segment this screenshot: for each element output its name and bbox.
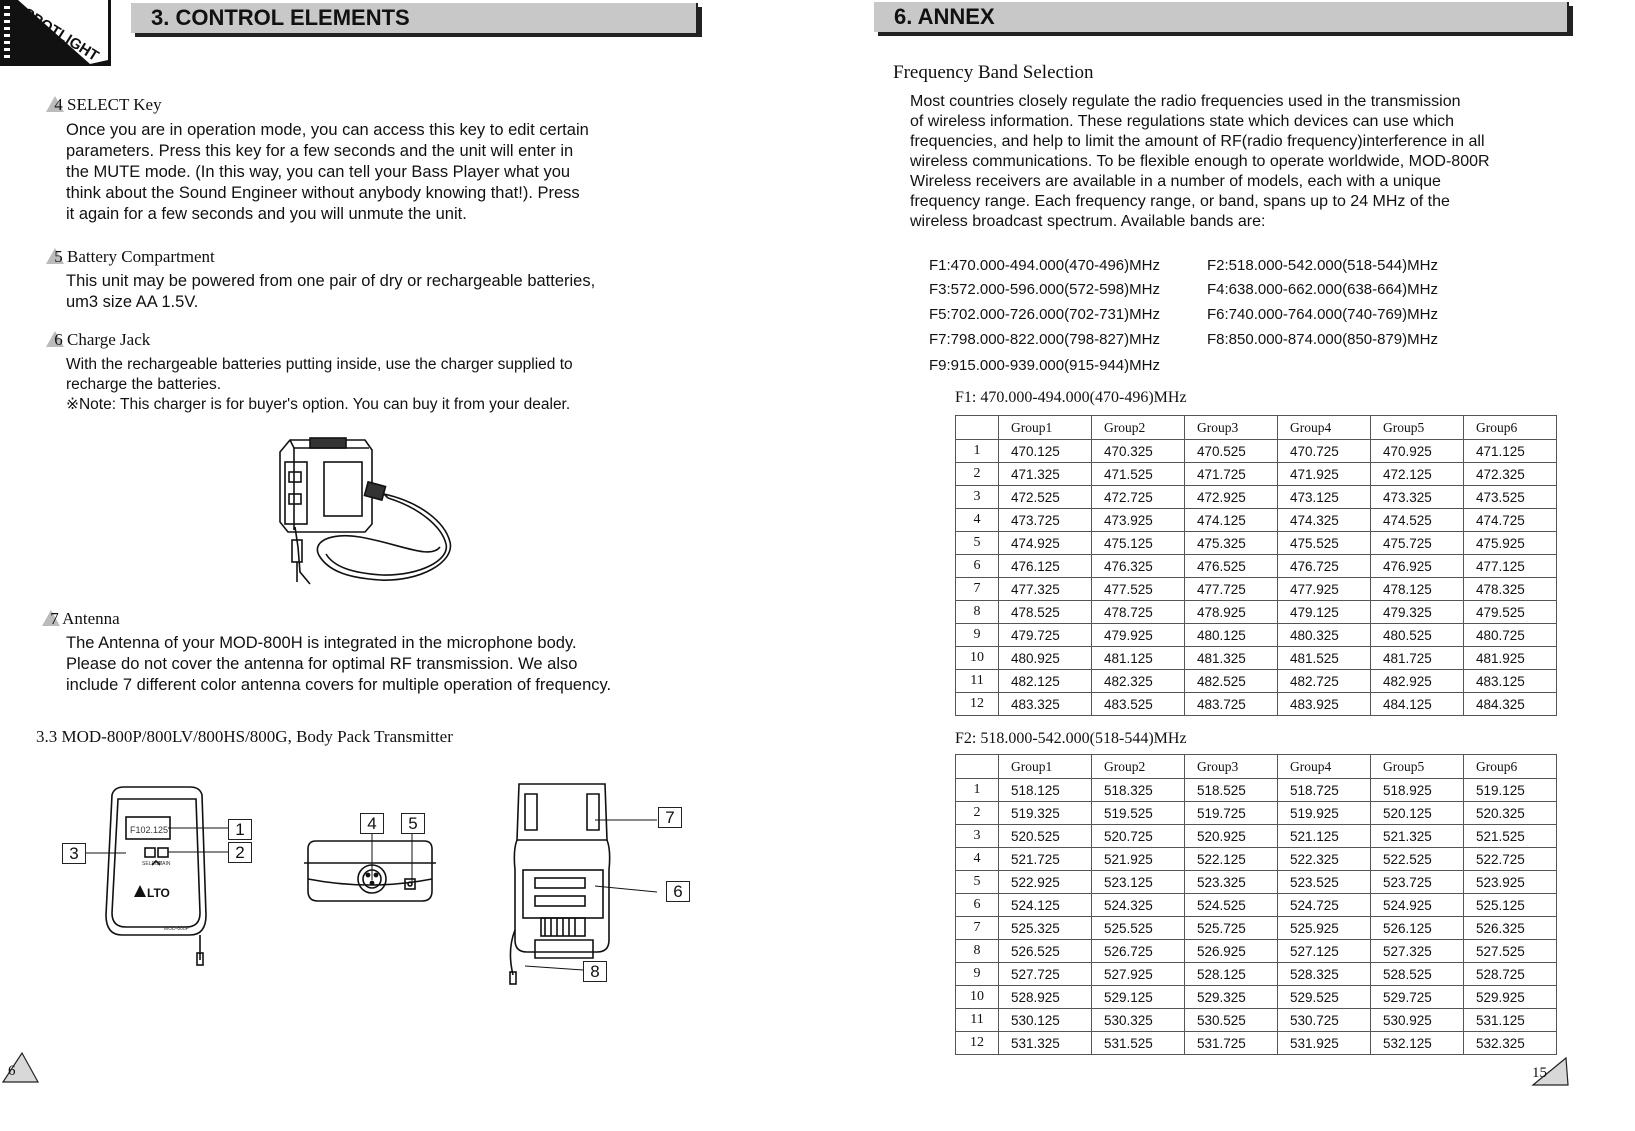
table-row [956, 802, 1557, 825]
group-header: Group6 [1464, 416, 1557, 440]
subheading-battery: 5 Battery Compartment [46, 247, 215, 267]
row-number: 4 [956, 848, 999, 871]
table-row [956, 1009, 1557, 1032]
frequency-cell: 518.525 [1185, 779, 1278, 802]
frequency-cell: 477.325 [999, 578, 1092, 601]
charger-illustration [270, 432, 470, 592]
frequency-cell: 472.925 [1185, 486, 1278, 509]
table-corner-cell [956, 755, 999, 779]
frequency-cell: 471.525 [1092, 463, 1185, 486]
table-row [956, 917, 1557, 940]
row-number: 12 [956, 693, 999, 716]
frequency-cell: 519.325 [999, 802, 1092, 825]
frequency-cell: 483.525 [1092, 693, 1185, 716]
table-row [956, 509, 1557, 532]
frequency-cell: 482.325 [1092, 670, 1185, 693]
row-number: 1 [956, 440, 999, 463]
group-header: Group6 [1464, 755, 1557, 779]
frequency-cell: 483.125 [1464, 670, 1557, 693]
band-item: F8:850.000-874.000(850-879)MHz [1207, 331, 1438, 348]
table-row [956, 532, 1557, 555]
frequency-cell: 531.725 [1185, 1032, 1278, 1055]
row-number: 10 [956, 986, 999, 1009]
row-number: 6 [956, 555, 999, 578]
frequency-cell: 478.125 [1371, 578, 1464, 601]
frequency-cell: 519.525 [1092, 802, 1185, 825]
frequency-cell: 470.725 [1278, 440, 1371, 463]
frequency-cell: 471.925 [1278, 463, 1371, 486]
frequency-cell: 528.925 [999, 986, 1092, 1009]
group-header: Group2 [1092, 755, 1185, 779]
frequency-cell: 479.125 [1278, 601, 1371, 624]
callout-1: 1 [228, 819, 252, 840]
row-number: 12 [956, 1032, 999, 1055]
frequency-cell: 527.525 [1464, 940, 1557, 963]
frequency-cell: 529.125 [1092, 986, 1185, 1009]
frequency-cell: 524.725 [1278, 894, 1371, 917]
frequency-cell: 474.125 [1185, 509, 1278, 532]
frequency-cell: 521.725 [999, 848, 1092, 871]
frequency-cell: 527.925 [1092, 963, 1185, 986]
frequency-cell: 522.125 [1185, 848, 1278, 871]
header-title: 3. CONTROL ELEMENTS [151, 5, 410, 30]
frequency-cell: 483.725 [1185, 693, 1278, 716]
frequency-cell: 474.725 [1464, 509, 1557, 532]
frequency-cell: 473.725 [999, 509, 1092, 532]
row-number: 8 [956, 601, 999, 624]
table-row [956, 624, 1557, 647]
frequency-cell: 477.925 [1278, 578, 1371, 601]
frequency-cell: 528.525 [1371, 963, 1464, 986]
callout-3: 3 [62, 843, 86, 864]
frequency-cell: 528.125 [1185, 963, 1278, 986]
frequency-cell: 524.125 [999, 894, 1092, 917]
frequency-cell: 531.525 [1092, 1032, 1185, 1055]
table-row [956, 986, 1557, 1009]
frequency-cell: 521.125 [1278, 825, 1371, 848]
table-corner-cell [956, 416, 999, 440]
frequency-cell: 476.525 [1185, 555, 1278, 578]
page-number-right: 15 [1532, 1065, 1547, 1081]
row-number: 11 [956, 1009, 999, 1032]
frequency-cell: 483.325 [999, 693, 1092, 716]
frequency-cell: 473.325 [1371, 486, 1464, 509]
row-number: 8 [956, 940, 999, 963]
row-number: 1 [956, 779, 999, 802]
frequency-cell: 472.725 [1092, 486, 1185, 509]
frequency-cell: 475.525 [1278, 532, 1371, 555]
frequency-cell: 527.125 [1278, 940, 1371, 963]
frequency-cell: 479.525 [1464, 601, 1557, 624]
frequency-cell: 477.125 [1464, 555, 1557, 578]
frequency-cell: 521.325 [1371, 825, 1464, 848]
page-corner-left [0, 1050, 42, 1086]
callout-2: 2 [228, 842, 252, 863]
frequency-cell: 484.325 [1464, 693, 1557, 716]
callout-lines-back [595, 812, 665, 902]
group-header: Group4 [1278, 755, 1371, 779]
frequency-cell: 482.725 [1278, 670, 1371, 693]
frequency-cell: 532.125 [1371, 1032, 1464, 1055]
band-item: F9:915.000-939.000(915-944)MHz [929, 357, 1160, 374]
frequency-cell: 472.325 [1464, 463, 1557, 486]
frequency-cell: 525.925 [1278, 917, 1371, 940]
table-row [956, 578, 1557, 601]
frequency-cell: 523.325 [1185, 871, 1278, 894]
annex-header-title: 6. ANNEX [894, 4, 995, 29]
frequency-cell: 524.925 [1371, 894, 1464, 917]
frequency-cell: 477.525 [1092, 578, 1185, 601]
frequency-cell: 527.325 [1371, 940, 1464, 963]
row-number: 3 [956, 486, 999, 509]
frequency-cell: 478.525 [999, 601, 1092, 624]
annex-header [874, 2, 1569, 32]
row-number: 6 [956, 894, 999, 917]
frequency-cell: 470.125 [999, 440, 1092, 463]
frequency-cell: 481.925 [1464, 647, 1557, 670]
frequency-cell: 480.525 [1371, 624, 1464, 647]
group-header: Group1 [999, 416, 1092, 440]
row-number: 2 [956, 463, 999, 486]
frequency-cell: 524.525 [1185, 894, 1278, 917]
frequency-cell: 482.525 [1185, 670, 1278, 693]
frequency-cell: 530.925 [1371, 1009, 1464, 1032]
frequency-cell: 531.125 [1464, 1009, 1557, 1032]
frequency-cell: 526.925 [1185, 940, 1278, 963]
table-row [956, 940, 1557, 963]
frequency-cell: 525.325 [999, 917, 1092, 940]
frequency-cell: 480.925 [999, 647, 1092, 670]
paragraph-battery: This unit may be powered from one pair of dry or rechargeable batteries, um3 size AA 1.5V. [66, 272, 596, 311]
frequency-cell: 526.325 [1464, 917, 1557, 940]
row-number: 9 [956, 963, 999, 986]
frequency-cell: 530.125 [999, 1009, 1092, 1032]
callout-4: 4 [360, 813, 384, 834]
frequency-cell: 519.925 [1278, 802, 1371, 825]
subheading-select-key: 4 SELECT Key [46, 95, 162, 115]
page-number-left: 6 [8, 1063, 16, 1079]
frequency-cell: 523.725 [1371, 871, 1464, 894]
group-header: Group4 [1278, 416, 1371, 440]
table-row [956, 463, 1557, 486]
frequency-cell: 526.525 [999, 940, 1092, 963]
row-number: 5 [956, 532, 999, 555]
frequency-cell: 480.325 [1278, 624, 1371, 647]
frequency-cell: 523.525 [1278, 871, 1371, 894]
frequency-cell: 478.925 [1185, 601, 1278, 624]
frequency-cell: 518.725 [1278, 779, 1371, 802]
table-row [956, 670, 1557, 693]
frequency-cell: 529.925 [1464, 986, 1557, 1009]
frequency-cell: 520.525 [999, 825, 1092, 848]
intro-paragraph: Most countries closely regulate the radio frequencies used in the transmission of wireless information. These regulations state which devices can use which frequencies, and help to limit the amount of RF(radio frequency)interference in all wireless communications. To be flexible enough to operate worldwide, MOD-800R Wireless receivers are available in a number of models, each with a unique frequency range. Each frequency range, or band, spans up to 24 MHz of the wireless broadcast spectrum. Available bands are: [910, 93, 1490, 230]
callout-6: 6 [666, 881, 690, 902]
band-item: F4:638.000-662.000(638-664)MHz [1207, 281, 1438, 298]
row-number: 7 [956, 578, 999, 601]
spotlight-logo [0, 0, 112, 68]
frequency-cell: 478.325 [1464, 578, 1557, 601]
paragraph-charge-jack: With the rechargeable batteries putting inside, use the charger supplied to recharge the batteries. ※Note: This charger is for buyer's option. You can buy it from your dealer. [66, 356, 573, 413]
row-number: 4 [956, 509, 999, 532]
frequency-cell: 529.525 [1278, 986, 1371, 1009]
frequency-cell: 473.125 [1278, 486, 1371, 509]
frequency-cell: 520.925 [1185, 825, 1278, 848]
frequency-cell: 530.325 [1092, 1009, 1185, 1032]
frequency-cell: 477.725 [1185, 578, 1278, 601]
logo-text: SPOTLIGHT [19, 4, 102, 65]
frequency-cell: 523.125 [1092, 871, 1185, 894]
frequency-cell: 472.125 [1371, 463, 1464, 486]
row-number: 11 [956, 670, 999, 693]
subheading-antenna: 7 Antenna [42, 609, 120, 629]
section-header [131, 3, 698, 33]
frequency-cell: 475.925 [1464, 532, 1557, 555]
frequency-cell: 475.125 [1092, 532, 1185, 555]
frequency-cell: 520.725 [1092, 825, 1185, 848]
table-title-f1: F1: 470.000-494.000(470-496)MHz [955, 389, 1187, 406]
frequency-cell: 522.325 [1278, 848, 1371, 871]
paragraph-antenna: The Antenna of your MOD-800H is integrated in the microphone body. Please do not cover the antenna for optimal RF transmission. We also include 7 different color antenna covers for multiple operation of frequency. [66, 634, 612, 694]
frequency-cell: 471.125 [1464, 440, 1557, 463]
row-number: 10 [956, 647, 999, 670]
frequency-cell: 478.725 [1092, 601, 1185, 624]
row-number: 3 [956, 825, 999, 848]
svg-text:MOD-800P: MOD-800P [164, 926, 190, 932]
frequency-cell: 476.725 [1278, 555, 1371, 578]
group-header: Group3 [1185, 755, 1278, 779]
frequency-cell: 472.525 [999, 486, 1092, 509]
frequency-table-f2 [955, 754, 1557, 1055]
callout-8: 8 [583, 961, 607, 982]
frequency-cell: 530.525 [1185, 1009, 1278, 1032]
frequency-cell: 521.525 [1464, 825, 1557, 848]
frequency-cell: 471.325 [999, 463, 1092, 486]
frequency-cell: 479.925 [1092, 624, 1185, 647]
row-number: 5 [956, 871, 999, 894]
paragraph-select-key: Once you are in operation mode, you can access this key to edit certain parameters. Press this key for a few seconds and the unit will enter in the MUTE mode. (In this way, you can tell your Bass Player what you think about the Sound Engineer without anybody knowing that!). Press it again for a few seconds and you will unmute the unit. [66, 121, 589, 223]
frequency-cell: 520.125 [1371, 802, 1464, 825]
frequency-cell: 522.525 [1371, 848, 1464, 871]
table-row [956, 693, 1557, 716]
frequency-band-title: Frequency Band Selection [893, 62, 1094, 83]
frequency-cell: 518.125 [999, 779, 1092, 802]
subheading-charge-jack: 6 Charge Jack [46, 330, 150, 350]
row-number: 9 [956, 624, 999, 647]
band-item: F7:798.000-822.000(798-827)MHz [929, 331, 1160, 348]
frequency-cell: 518.325 [1092, 779, 1185, 802]
frequency-cell: 519.125 [1464, 779, 1557, 802]
band-item: F5:702.000-726.000(702-731)MHz [929, 306, 1160, 323]
frequency-cell: 526.725 [1092, 940, 1185, 963]
subsection-title: 3.3 MOD-800P/800LV/800HS/800G, Body Pack Transmitter [36, 727, 453, 746]
callout-line-3 [86, 848, 136, 860]
band-item: F2:518.000-542.000(518-544)MHz [1207, 257, 1438, 274]
table-row [956, 825, 1557, 848]
group-header: Group5 [1371, 416, 1464, 440]
table-header-row [956, 416, 1557, 440]
frequency-cell: 525.525 [1092, 917, 1185, 940]
callout-7: 7 [658, 807, 682, 828]
table-row [956, 440, 1557, 463]
frequency-cell: 481.125 [1092, 647, 1185, 670]
table-header-row [956, 755, 1557, 779]
frequency-cell: 481.325 [1185, 647, 1278, 670]
frequency-cell: 473.525 [1464, 486, 1557, 509]
frequency-cell: 474.525 [1371, 509, 1464, 532]
svg-text:SELECT: SELECT [142, 861, 162, 867]
frequency-cell: 476.325 [1092, 555, 1185, 578]
frequency-cell: 527.725 [999, 963, 1092, 986]
callout-lines-top [370, 830, 430, 890]
frequency-cell: 473.925 [1092, 509, 1185, 532]
frequency-cell: 476.125 [999, 555, 1092, 578]
table-row [956, 848, 1557, 871]
table-row [956, 601, 1557, 624]
frequency-cell: 481.725 [1371, 647, 1464, 670]
frequency-cell: 482.125 [999, 670, 1092, 693]
frequency-cell: 529.325 [1185, 986, 1278, 1009]
frequency-cell: 531.325 [999, 1032, 1092, 1055]
frequency-cell: 475.725 [1371, 532, 1464, 555]
frequency-cell: 528.725 [1464, 963, 1557, 986]
group-header: Group2 [1092, 416, 1185, 440]
frequency-cell: 532.325 [1464, 1032, 1557, 1055]
frequency-cell: 483.925 [1278, 693, 1371, 716]
group-header: Group5 [1371, 755, 1464, 779]
frequency-cell: 482.925 [1371, 670, 1464, 693]
frequency-cell: 470.925 [1371, 440, 1464, 463]
frequency-cell: 524.325 [1092, 894, 1185, 917]
table-row [956, 486, 1557, 509]
frequency-cell: 520.325 [1464, 802, 1557, 825]
frequency-cell: 479.725 [999, 624, 1092, 647]
band-item: F3:572.000-596.000(572-598)MHz [929, 281, 1160, 298]
frequency-table-f1 [955, 415, 1557, 716]
frequency-cell: 479.325 [1371, 601, 1464, 624]
frequency-cell: 519.725 [1185, 802, 1278, 825]
frequency-cell: 522.725 [1464, 848, 1557, 871]
frequency-cell: 470.525 [1185, 440, 1278, 463]
band-item: F1:470.000-494.000(470-496)MHz [929, 257, 1160, 274]
frequency-cell: 529.725 [1371, 986, 1464, 1009]
frequency-cell: 528.325 [1278, 963, 1371, 986]
frequency-cell: 480.725 [1464, 624, 1557, 647]
frequency-cell: 480.125 [1185, 624, 1278, 647]
frequency-cell: 475.325 [1185, 532, 1278, 555]
table-row [956, 963, 1557, 986]
frequency-cell: 531.925 [1278, 1032, 1371, 1055]
frequency-cell: 526.125 [1371, 917, 1464, 940]
table-row [956, 894, 1557, 917]
frequency-cell: 525.125 [1464, 894, 1557, 917]
frequency-cell: 518.925 [1371, 779, 1464, 802]
frequency-cell: 522.925 [999, 871, 1092, 894]
svg-text:F102.125: F102.125 [130, 825, 169, 835]
frequency-cell: 474.325 [1278, 509, 1371, 532]
table-row [956, 647, 1557, 670]
frequency-cell: 471.725 [1185, 463, 1278, 486]
callout-5: 5 [401, 813, 425, 834]
row-number: 2 [956, 802, 999, 825]
table-row [956, 1032, 1557, 1055]
frequency-cell: 530.725 [1278, 1009, 1371, 1032]
svg-text:MAIN: MAIN [158, 861, 171, 867]
table-row [956, 871, 1557, 894]
frequency-cell: 521.925 [1092, 848, 1185, 871]
table-row [956, 555, 1557, 578]
frequency-cell: 476.925 [1371, 555, 1464, 578]
frequency-cell: 481.525 [1278, 647, 1371, 670]
group-header: Group1 [999, 755, 1092, 779]
frequency-cell: 523.925 [1464, 871, 1557, 894]
frequency-cell: 484.125 [1371, 693, 1464, 716]
table-row [956, 779, 1557, 802]
frequency-cell: 474.925 [999, 532, 1092, 555]
svg-text:LTO: LTO [147, 886, 170, 900]
band-item: F6:740.000-764.000(740-769)MHz [1207, 306, 1438, 323]
bodypack-front-illustration [100, 785, 220, 970]
table-title-f2: F2: 518.000-542.000(518-544)MHz [955, 730, 1187, 747]
row-number: 7 [956, 917, 999, 940]
frequency-cell: 470.325 [1092, 440, 1185, 463]
group-header: Group3 [1185, 416, 1278, 440]
frequency-cell: 525.725 [1185, 917, 1278, 940]
